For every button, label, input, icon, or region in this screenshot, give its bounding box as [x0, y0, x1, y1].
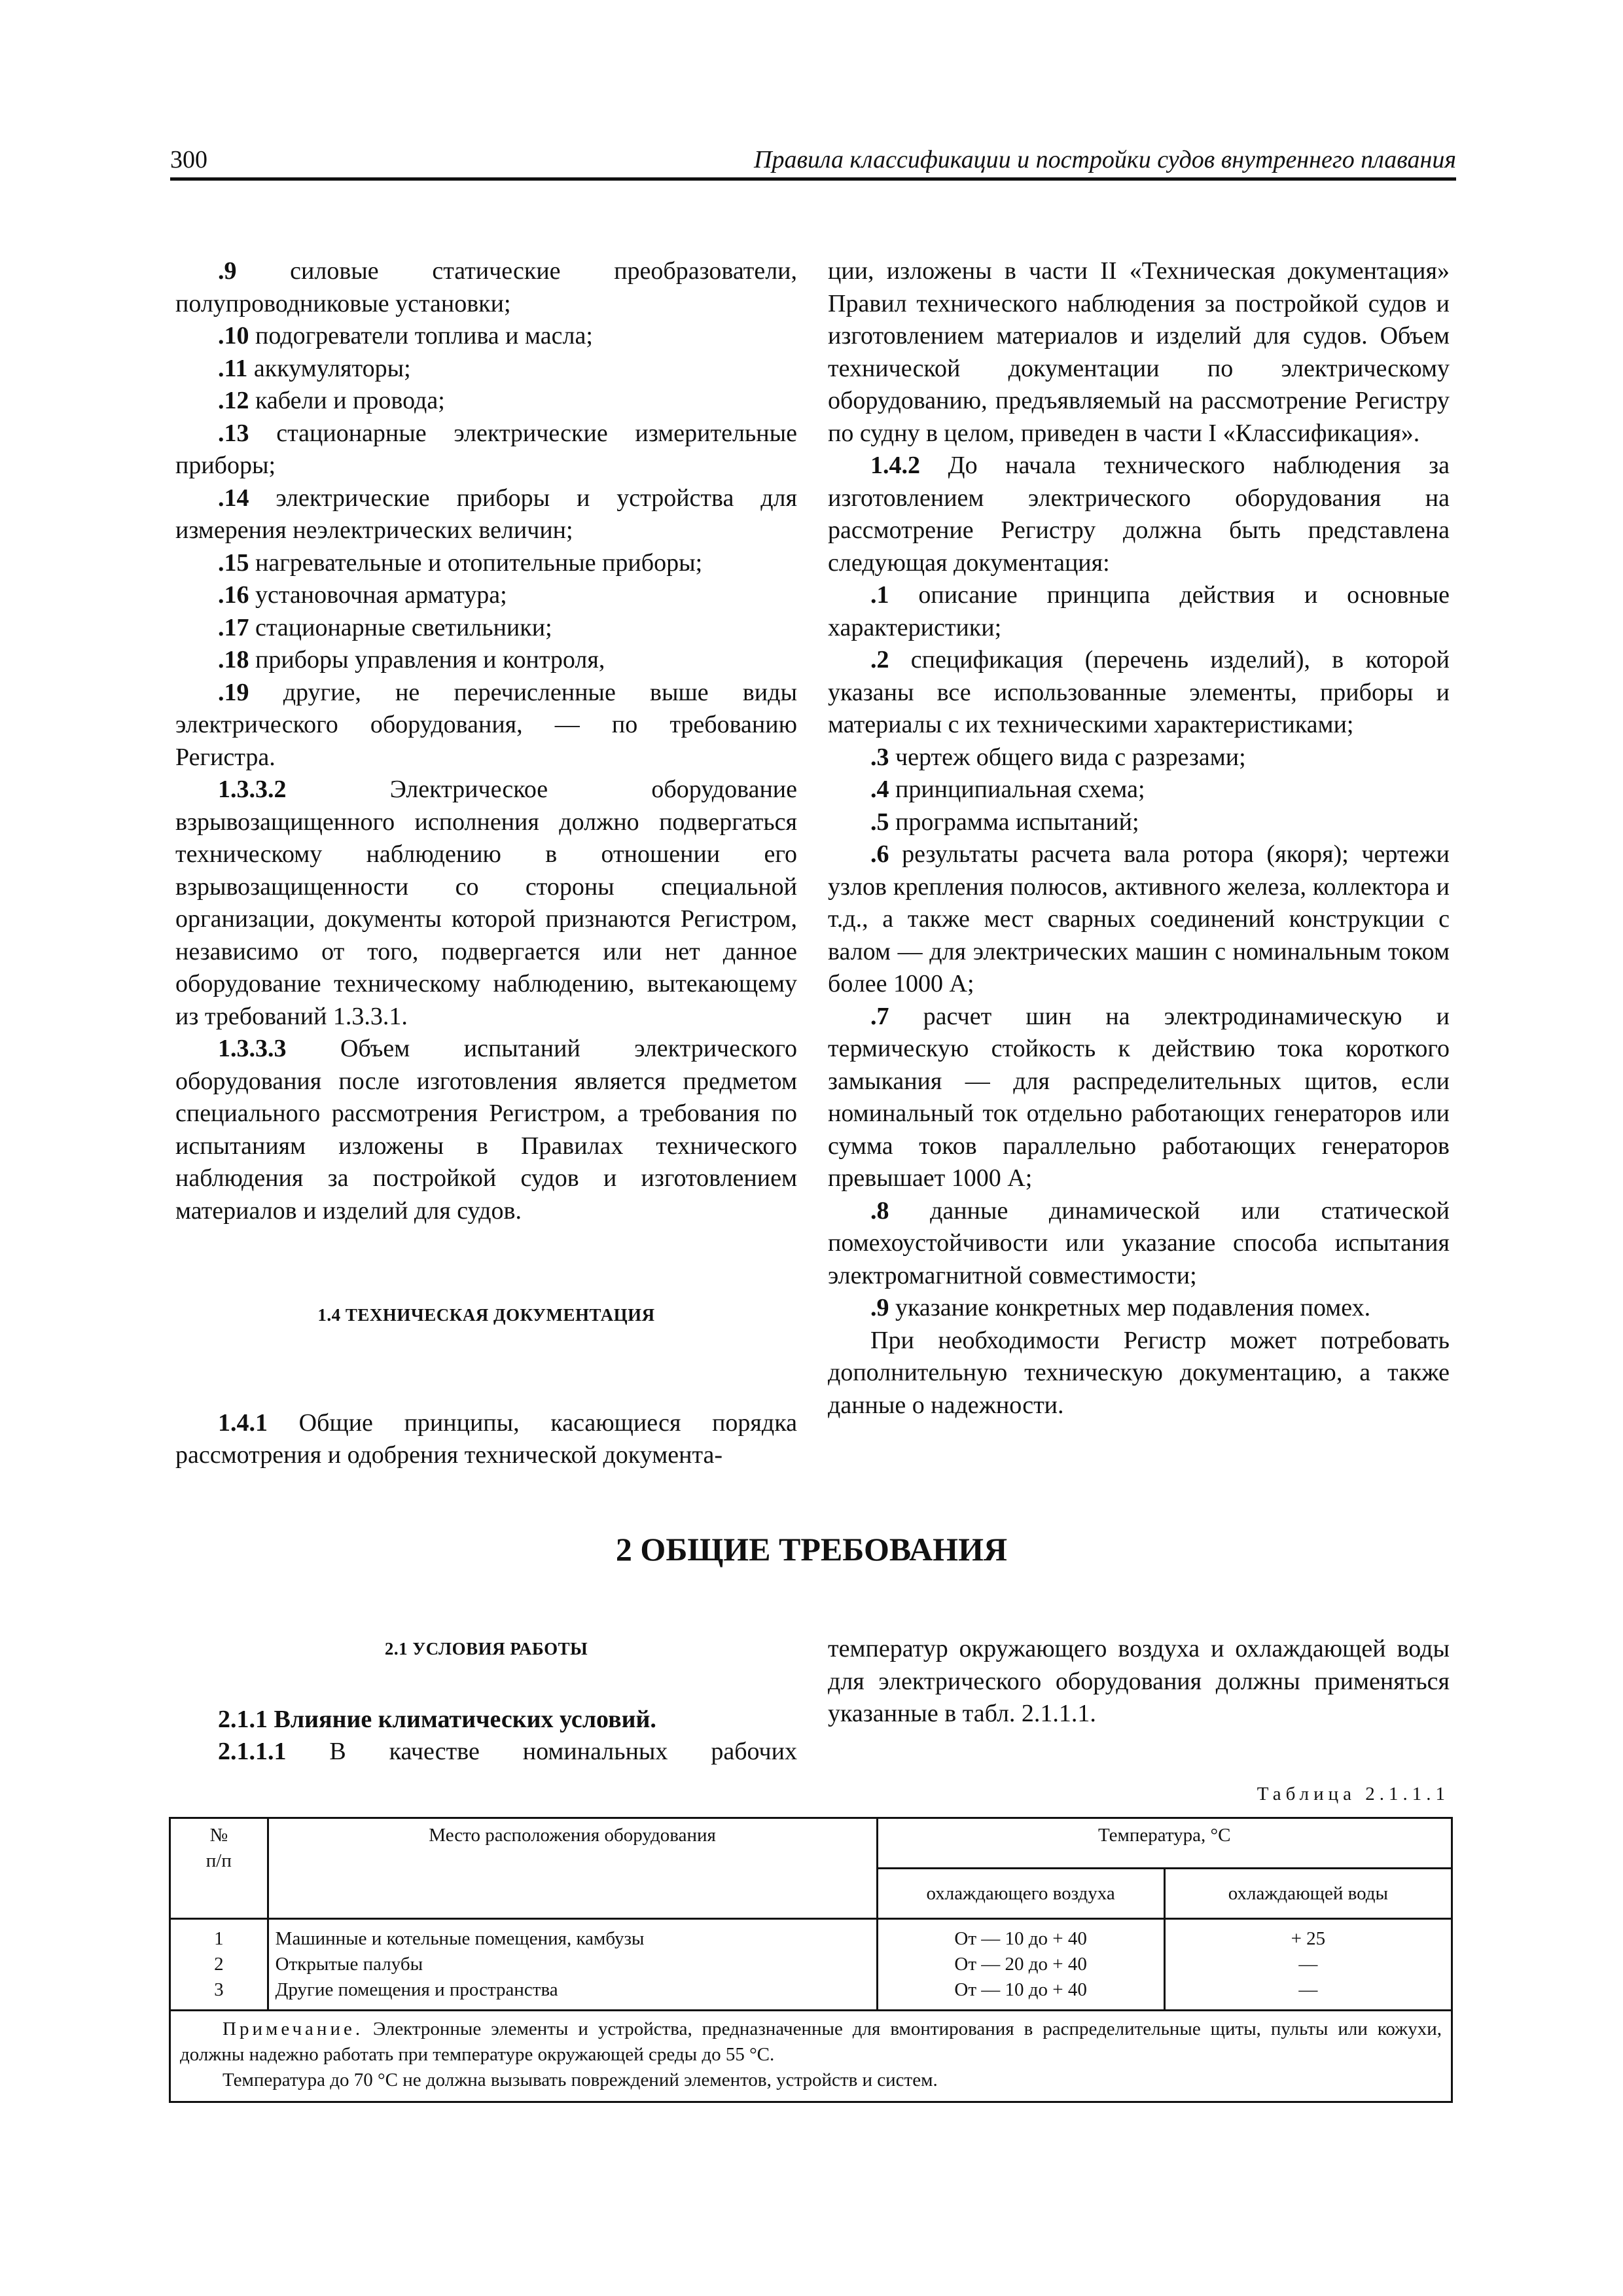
list-item: .4 принципиальная схема; [870, 776, 1145, 803]
row-air: От — 10 до + 40 [954, 1979, 1087, 2000]
table-row [170, 1919, 1452, 2011]
list-item: .10 подогреватели топлива и масла; [218, 322, 593, 350]
list-item: .1 описание принципа действия и основные характеристики; [828, 581, 1450, 641]
row-location: Открытые палубы [275, 1954, 423, 1975]
paragraph-1-3-3-3: 1.3.3.3 Объем испытаний электрического оборудования после изготовления является предметом специального рассмотрения Регистром, а требования по испытаниям изложены в Правилах технического наблюдения за постройкой судов и изготовлением материалов и изделий для судов. [175, 1035, 797, 1225]
table-caption: Таблица 2.1.1.1 [1257, 1784, 1450, 1804]
section-2-1-left [175, 1633, 797, 1768]
list-item: .3 чертеж общего вида с разрезами; [870, 743, 1246, 771]
list-item: .9 силовые статические преобразователи, полупроводниковые установки; [175, 257, 797, 317]
paragraph-1-3-3-2: 1.3.3.2 Электрическое оборудование взрывозащищенного исполнения должно подвергаться техническому наблюдению в отношении его взрывозащищенности со стороны специальной организации, документы которой признаются Регистром, независимо от того, подвергается или нет данное оборудование техническому наблюдению, вытекающему из требований 1.3.3.1. [175, 776, 797, 1030]
list-item: .12 кабели и провода; [218, 387, 445, 414]
list-item: .6 результаты расчета вала ротора (якоря); чертежи узлов крепления полюсов, активного железа, коллектора и т.д., а также мест сварных соединений конструкции с валом — для электрических машин с номинальным током более 1000 А; [828, 840, 1450, 997]
paragraph-2-1-1-1-continued: температур окружающего воздуха и охлаждающей воды для электрического оборудования должны применяться указанные в табл. 2.1.1.1. [828, 1635, 1450, 1727]
header-air: охлаждающего воздуха [877, 1869, 1164, 1919]
paragraph-1-4-1: 1.4.1 Общие принципы, касающиеся порядка рассмотрения и одобрения технической документа- [175, 1408, 797, 1469]
right-column [828, 255, 1450, 1422]
paragraph-2-1-1: 2.1.1 Влияние климатических условий. [218, 1705, 656, 1733]
header-num: № п/п [170, 1818, 268, 1919]
paragraph-1-4-1-continued: ции, изложены в части II «Техническая документация» Правил технического наблюдения за постройкой судов и изготовлением материалов и изделий для судов. Объем технической документации по электрическому оборудованию, предъявляемый на рассмотрение Регистру по судну в целом, приведен в части I «Классификация». [828, 257, 1450, 447]
page-number: 300 [170, 146, 207, 173]
chapter-title: 2 ОБЩИЕ ТРЕБОВАНИЯ [615, 1531, 1008, 1568]
section-2-1-right [828, 1633, 1450, 1731]
list-item: .13 стационарные электрические измерительные приборы; [175, 419, 797, 479]
row-num: 2 [214, 1954, 224, 1975]
list-item: .19 другие, не перечисленные выше виды электрического оборудования, — по требованию Регистра. [175, 678, 797, 771]
paragraph-final: При необходимости Регистр может потребовать дополнительную техническую документацию, а также данные о надежности. [828, 1326, 1450, 1419]
list-item: .8 данные динамической или статической помехоустойчивости или указание способа испытания электромагнитной совместимости; [828, 1196, 1450, 1289]
page-header [170, 145, 1456, 179]
temperature-table [169, 1817, 1453, 2103]
row-location: Машинные и котельные помещения, камбузы [275, 1928, 645, 1949]
list-item: .2 спецификация (перечень изделий), в которой указаны все использованные элементы, приборы и материалы с их техническими характеристиками; [828, 646, 1450, 738]
row-num: 1 [214, 1928, 224, 1949]
header-location: Место расположения оборудования [268, 1818, 877, 1919]
note-text-2: Температура до 70 °С не должна вызывать повреждений элементов, устройств и систем. [223, 2070, 938, 2090]
list-item: .7 расчет шин на электродинамическую и термическую стойкость к действию тока короткого замыкания — для распределительных щитов, если номинальный ток отдельно работающих генераторов или сумма токов параллельно работающих генераторов превышает 1000 А; [828, 1002, 1450, 1192]
list-item: .5 программа испытаний; [870, 808, 1139, 836]
paragraph-2-1-1-1: 2.1.1.1 В качестве номинальных рабочих [218, 1738, 797, 1765]
header-water: охлаждающей воды [1164, 1869, 1452, 1919]
list-item: .15 нагревательные и отопительные приборы; [218, 548, 703, 577]
list-item: .14 электрические приборы и устройства для измерения неэлектрических величин; [175, 484, 797, 544]
list-item: .17 стационарные светильники; [218, 613, 552, 641]
row-water: + 25 [1291, 1928, 1326, 1949]
note-text: Электронные элементы и устройства, предназначенные для вмонтирования в распределительные щиты, пульты или кожухи, должны надежно работать при температуре окружающей среды до 55 °С. [180, 2018, 1442, 2065]
row-num: 3 [214, 1979, 224, 2000]
list-item: .16 установочная арматура; [218, 581, 507, 609]
header-rule [170, 177, 1456, 181]
row-air: От — 10 до + 40 [954, 1928, 1087, 1949]
list-item: .9 указание конкретных мер подавления помех. [870, 1294, 1371, 1321]
row-location: Другие помещения и пространства [275, 1979, 558, 2000]
paragraph-1-4-2: 1.4.2 До начала технического наблюдения за изготовлением электрического оборудования на рассмотрение Регистру должна быть представлена следующая документация: [828, 452, 1450, 577]
table-note [170, 2011, 1452, 2102]
section-heading-2-1: 2.1 УСЛОВИЯ РАБОТЫ [384, 1639, 588, 1659]
running-title: Правила классификации и постройки судов внутреннего плавания [754, 146, 1456, 173]
header-temperature: Температура, °С [877, 1818, 1452, 1869]
list-item: .11 аккумуляторы; [218, 354, 411, 382]
row-air: От — 20 до + 40 [954, 1954, 1087, 1975]
row-water: — [1298, 1954, 1318, 1975]
left-column [175, 255, 797, 1472]
note-label: Примечание. [223, 2018, 364, 2039]
section-heading-1-4: 1.4 ТЕХНИЧЕСКАЯ ДОКУМЕНТАЦИЯ [317, 1305, 655, 1325]
list-item: .18 приборы управления и контроля, [218, 646, 605, 673]
row-water: — [1298, 1979, 1318, 2000]
